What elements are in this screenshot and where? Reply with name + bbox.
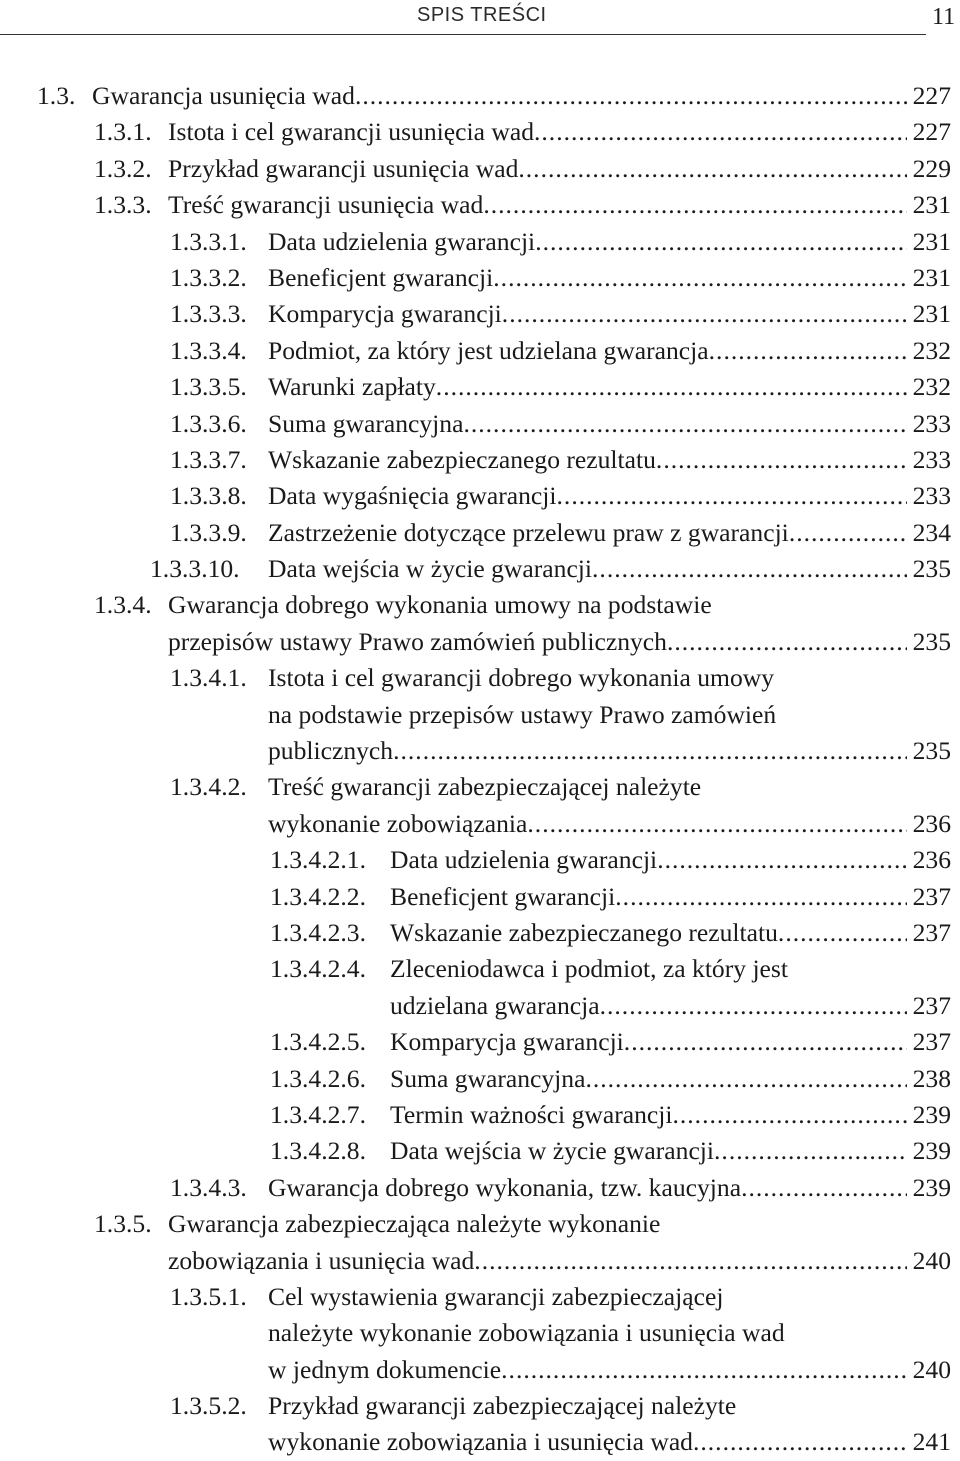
toc-entry-leader-line	[268, 1170, 951, 1206]
toc-entry-page: 227	[912, 117, 951, 147]
toc-line	[0, 915, 960, 951]
toc-line	[0, 1279, 960, 1315]
toc-entry-title: wykonanie zobowiązania i usunięcia wad	[268, 1427, 693, 1457]
toc-entry-leader-line	[268, 806, 951, 842]
dot-leader	[502, 296, 907, 332]
toc-line	[0, 151, 960, 187]
toc-entry-number: 1.3.3.9.	[170, 517, 247, 547]
toc-entry-leader-line	[390, 879, 951, 915]
toc-entry-leader-line	[390, 1133, 951, 1169]
toc-entry-title: przepisów ustawy Prawo zamówień publicznych	[168, 626, 667, 656]
toc-entry-text-line: Istota i cel gwarancji dobrego wykonania umowy	[268, 663, 775, 693]
toc-line	[0, 1315, 960, 1351]
toc-entry-page: 240	[912, 1354, 951, 1384]
toc-entry-number: 1.3.3.3.	[170, 299, 247, 329]
toc-entry-page: 237	[912, 917, 951, 947]
toc-entry-leader-line	[168, 1243, 951, 1279]
dot-leader	[534, 114, 907, 150]
toc-entry-title: Zastrzeżenie dotyczące przelewu praw z gwarancji	[268, 517, 789, 547]
toc-entry-leader-line	[268, 1352, 951, 1388]
toc-entry-page: 233	[912, 444, 951, 474]
toc-entry-title: udzielana gwarancja	[390, 990, 600, 1020]
toc-entry-page: 227	[912, 81, 951, 110]
toc-line	[0, 478, 960, 514]
dot-leader	[789, 515, 907, 551]
toc-entry-title: Gwarancja dobrego wykonania, tzw. kaucyjna	[268, 1172, 742, 1202]
toc-entry-title: Beneficjent gwarancji	[268, 262, 494, 292]
toc-entry-page: 233	[912, 481, 951, 511]
toc-entry-number: 1.3.3.	[94, 190, 152, 220]
toc-line	[0, 624, 960, 660]
toc-entry-number: 1.3.5.1.	[170, 1281, 247, 1311]
toc-entry-page: 231	[912, 262, 951, 292]
toc-entry-title: Komparycja gwarancji	[390, 1027, 624, 1057]
toc-line	[0, 1061, 960, 1097]
toc-line	[0, 1206, 960, 1242]
toc-entry-leader-line	[268, 369, 951, 405]
toc-entry-number: 1.3.4.2.2.	[270, 881, 366, 911]
toc-line	[0, 260, 960, 296]
toc-entry-page: 240	[912, 1245, 951, 1275]
dot-leader	[463, 406, 906, 442]
toc-entry-page: 237	[912, 1027, 951, 1057]
toc-entry-title: Istota i cel gwarancji usunięcia wad	[168, 117, 534, 147]
dot-leader	[585, 1061, 906, 1097]
toc-entry-number: 1.3.4.2.1.	[270, 845, 366, 875]
toc-line	[0, 551, 960, 587]
toc-line	[0, 369, 960, 405]
header-rule	[0, 34, 926, 35]
toc-entry-text-line: Gwarancja zabezpieczająca należyte wykonanie	[168, 1209, 661, 1239]
toc-entry-number: 1.3.5.	[94, 1209, 152, 1239]
dot-leader	[436, 369, 907, 405]
toc-entry-page: 233	[912, 408, 951, 438]
toc-entry-text-line: Gwarancja dobrego wykonania umowy na podstawie	[168, 590, 712, 620]
dot-leader	[709, 333, 907, 369]
dot-leader	[615, 879, 906, 915]
toc-entry-page: 239	[912, 1172, 951, 1202]
toc-entry-title: Beneficjent gwarancji	[390, 881, 616, 911]
toc-entry-leader-line	[92, 78, 951, 114]
toc-entry-page: 231	[912, 226, 951, 256]
toc-entry-title: Suma gwarancyjna	[390, 1063, 586, 1093]
toc-line	[0, 515, 960, 551]
toc-entry-number: 1.3.4.2.8.	[270, 1136, 366, 1166]
toc-line	[0, 1243, 960, 1279]
page-number: 11	[932, 4, 956, 30]
toc-entry-number: 1.3.2.	[94, 153, 152, 183]
toc-entry-number: 1.3.4.2.	[170, 772, 247, 802]
toc-entry-text-line: należyte wykonanie zobowiązania i usunięcia wad	[268, 1318, 785, 1348]
toc-entry-page: 235	[912, 626, 951, 656]
toc-entry-number: 1.3.3.8.	[170, 481, 247, 511]
toc-line	[0, 78, 960, 114]
toc-entry-leader-line	[268, 406, 951, 442]
toc-entry-title: zobowiązania i usunięcia wad	[168, 1245, 475, 1275]
toc-entry-page: 235	[912, 554, 951, 584]
toc-entry-number: 1.3.4.	[94, 590, 152, 620]
toc-entry-leader-line	[268, 551, 951, 587]
toc-line	[0, 660, 960, 696]
toc-entry-title: Przykład gwarancji usunięcia wad	[168, 153, 519, 183]
toc-entry-number: 1.3.3.4.	[170, 335, 247, 365]
toc-entry-page: 229	[912, 153, 951, 183]
toc-line	[0, 697, 960, 733]
toc-entry-page: 239	[912, 1099, 951, 1129]
dot-leader	[624, 1024, 907, 1060]
toc-entry-title: Wskazanie zabezpieczanego rezultatu	[268, 444, 656, 474]
toc-entry-title: Warunki zapłaty	[268, 372, 436, 402]
dot-leader	[693, 1424, 907, 1460]
toc-entry-page: 235	[912, 736, 951, 766]
toc-entry-title: Data udzielenia gwarancji	[268, 226, 536, 256]
toc-line	[0, 224, 960, 260]
toc-entry-leader-line	[390, 988, 951, 1024]
toc-entry-leader-line	[390, 1061, 951, 1097]
toc-entry-number: 1.3.3.2.	[170, 262, 247, 292]
toc-line	[0, 296, 960, 332]
dot-leader	[527, 806, 906, 842]
toc-entry-title: Gwarancja usunięcia wad	[92, 81, 355, 110]
toc-line	[0, 187, 960, 223]
toc-entry-page: 237	[912, 881, 951, 911]
dot-leader	[600, 988, 907, 1024]
toc-entry-leader-line	[168, 624, 951, 660]
toc-entry-number: 1.3.4.2.6.	[270, 1063, 366, 1093]
toc-entry-page: 238	[912, 1063, 951, 1093]
toc-entry-number: 1.3.1.	[94, 117, 152, 147]
dot-leader	[474, 1243, 906, 1279]
toc-line	[0, 587, 960, 623]
toc-entry-page: 241	[912, 1427, 951, 1457]
toc-line	[0, 842, 960, 878]
dot-leader	[355, 78, 907, 114]
toc-entry-number: 1.3.4.1.	[170, 663, 247, 693]
toc-entry-page: 236	[912, 808, 951, 838]
toc-entry-leader-line	[268, 296, 951, 332]
toc-entry-number: 1.3.4.2.7.	[270, 1099, 366, 1129]
dot-leader	[778, 915, 907, 951]
toc-entry-text-line: na podstawie przepisów ustawy Prawo zamówień	[268, 699, 777, 729]
toc-line	[0, 769, 960, 805]
toc-entry-text-line: Zleceniodawca i podmiot, za który jest	[390, 954, 788, 984]
toc-line	[0, 1024, 960, 1060]
toc-entry-leader-line	[268, 260, 951, 296]
toc-entry-number: 1.3.3.7.	[170, 444, 247, 474]
toc-line	[0, 1352, 960, 1388]
toc-entry-text-line: Cel wystawienia gwarancji zabezpieczającej	[268, 1281, 724, 1311]
toc-entry-title: Data wejścia w życie gwarancji	[268, 554, 593, 584]
toc-line	[0, 442, 960, 478]
toc-line	[0, 988, 960, 1024]
toc-entry-page: 232	[912, 335, 951, 365]
toc-entry-title: Treść gwarancji usunięcia wad	[168, 190, 484, 220]
toc-entry-number: 1.3.	[37, 81, 76, 110]
toc-entry-number: 1.3.3.5.	[170, 372, 247, 402]
toc-entry-text-line: Przykład gwarancji zabezpieczającej należyte	[268, 1391, 737, 1421]
dot-leader	[501, 1352, 906, 1388]
toc-line	[0, 879, 960, 915]
toc-entry-leader-line	[168, 151, 951, 187]
toc-entry-text-line: Treść gwarancji zabezpieczającej należyte	[268, 772, 702, 802]
toc-entry-number: 1.3.3.1.	[170, 226, 247, 256]
table-of-contents	[0, 78, 960, 1461]
toc-entry-title: Data wygaśnięcia gwarancji	[268, 481, 557, 511]
toc-entry-leader-line	[268, 333, 951, 369]
toc-line	[0, 733, 960, 769]
dot-leader	[393, 733, 907, 769]
dot-leader	[483, 187, 906, 223]
dot-leader	[535, 224, 906, 260]
toc-entry-title: Suma gwarancyjna	[268, 408, 464, 438]
toc-entry-title: wykonanie zobowiązania	[268, 808, 528, 838]
toc-entry-page: 237	[912, 990, 951, 1020]
toc-line	[0, 1424, 960, 1460]
toc-entry-number: 1.3.4.2.4.	[270, 954, 366, 984]
toc-line	[0, 1170, 960, 1206]
dot-leader	[557, 478, 907, 514]
toc-entry-title: Wskazanie zabezpieczanego rezultatu	[390, 917, 778, 947]
toc-entry-title: Data wejścia w życie gwarancji	[390, 1136, 715, 1166]
toc-entry-leader-line	[390, 1097, 951, 1133]
toc-entry-number: 1.3.4.2.3.	[270, 917, 366, 947]
dot-leader	[667, 624, 907, 660]
toc-line	[0, 1097, 960, 1133]
dot-leader	[657, 842, 906, 878]
toc-entry-number: 1.3.4.2.5.	[270, 1027, 366, 1057]
toc-line	[0, 114, 960, 150]
running-header	[0, 0, 960, 38]
dot-leader	[656, 442, 907, 478]
toc-entry-title: publicznych	[268, 736, 394, 766]
toc-entry-page: 231	[912, 299, 951, 329]
toc-line	[0, 406, 960, 442]
toc-entry-title: Termin ważności gwarancji	[390, 1099, 673, 1129]
toc-entry-leader-line	[390, 1024, 951, 1060]
dot-leader	[592, 551, 907, 587]
dot-leader	[493, 260, 906, 296]
toc-entry-leader-line	[268, 442, 951, 478]
toc-entry-page: 232	[912, 372, 951, 402]
toc-entry-number: 1.3.3.6.	[170, 408, 247, 438]
toc-line	[0, 1133, 960, 1169]
toc-entry-leader-line	[268, 224, 951, 260]
toc-line	[0, 951, 960, 987]
toc-entry-leader-line	[268, 1424, 951, 1460]
toc-entry-leader-line	[268, 478, 951, 514]
dot-leader	[518, 151, 906, 187]
toc-entry-number: 1.3.3.10.	[150, 554, 240, 584]
toc-entry-leader-line	[168, 114, 951, 150]
toc-entry-page: 231	[912, 190, 951, 220]
toc-entry-page: 234	[912, 517, 951, 547]
toc-entry-page: 239	[912, 1136, 951, 1166]
toc-entry-title: Podmiot, za który jest udzielana gwarancja	[268, 335, 709, 365]
toc-entry-title: Data udzielenia gwarancji	[390, 845, 658, 875]
dot-leader	[741, 1170, 907, 1206]
toc-entry-leader-line	[390, 915, 951, 951]
header-title: SPIS TREŚCI	[417, 4, 547, 26]
toc-entry-number: 1.3.4.3.	[170, 1172, 247, 1202]
toc-line	[0, 333, 960, 369]
toc-entry-leader-line	[268, 515, 951, 551]
toc-entry-title: w jednym dokumencie	[268, 1354, 502, 1384]
toc-entry-title: Komparycja gwarancji	[268, 299, 502, 329]
toc-entry-leader-line	[168, 187, 951, 223]
toc-line	[0, 806, 960, 842]
toc-entry-number: 1.3.5.2.	[170, 1391, 247, 1421]
toc-line	[0, 1388, 960, 1424]
toc-entry-page: 236	[912, 845, 951, 875]
dot-leader	[714, 1133, 907, 1169]
toc-entry-leader-line	[268, 733, 951, 769]
dot-leader	[672, 1097, 906, 1133]
toc-entry-leader-line	[390, 842, 951, 878]
